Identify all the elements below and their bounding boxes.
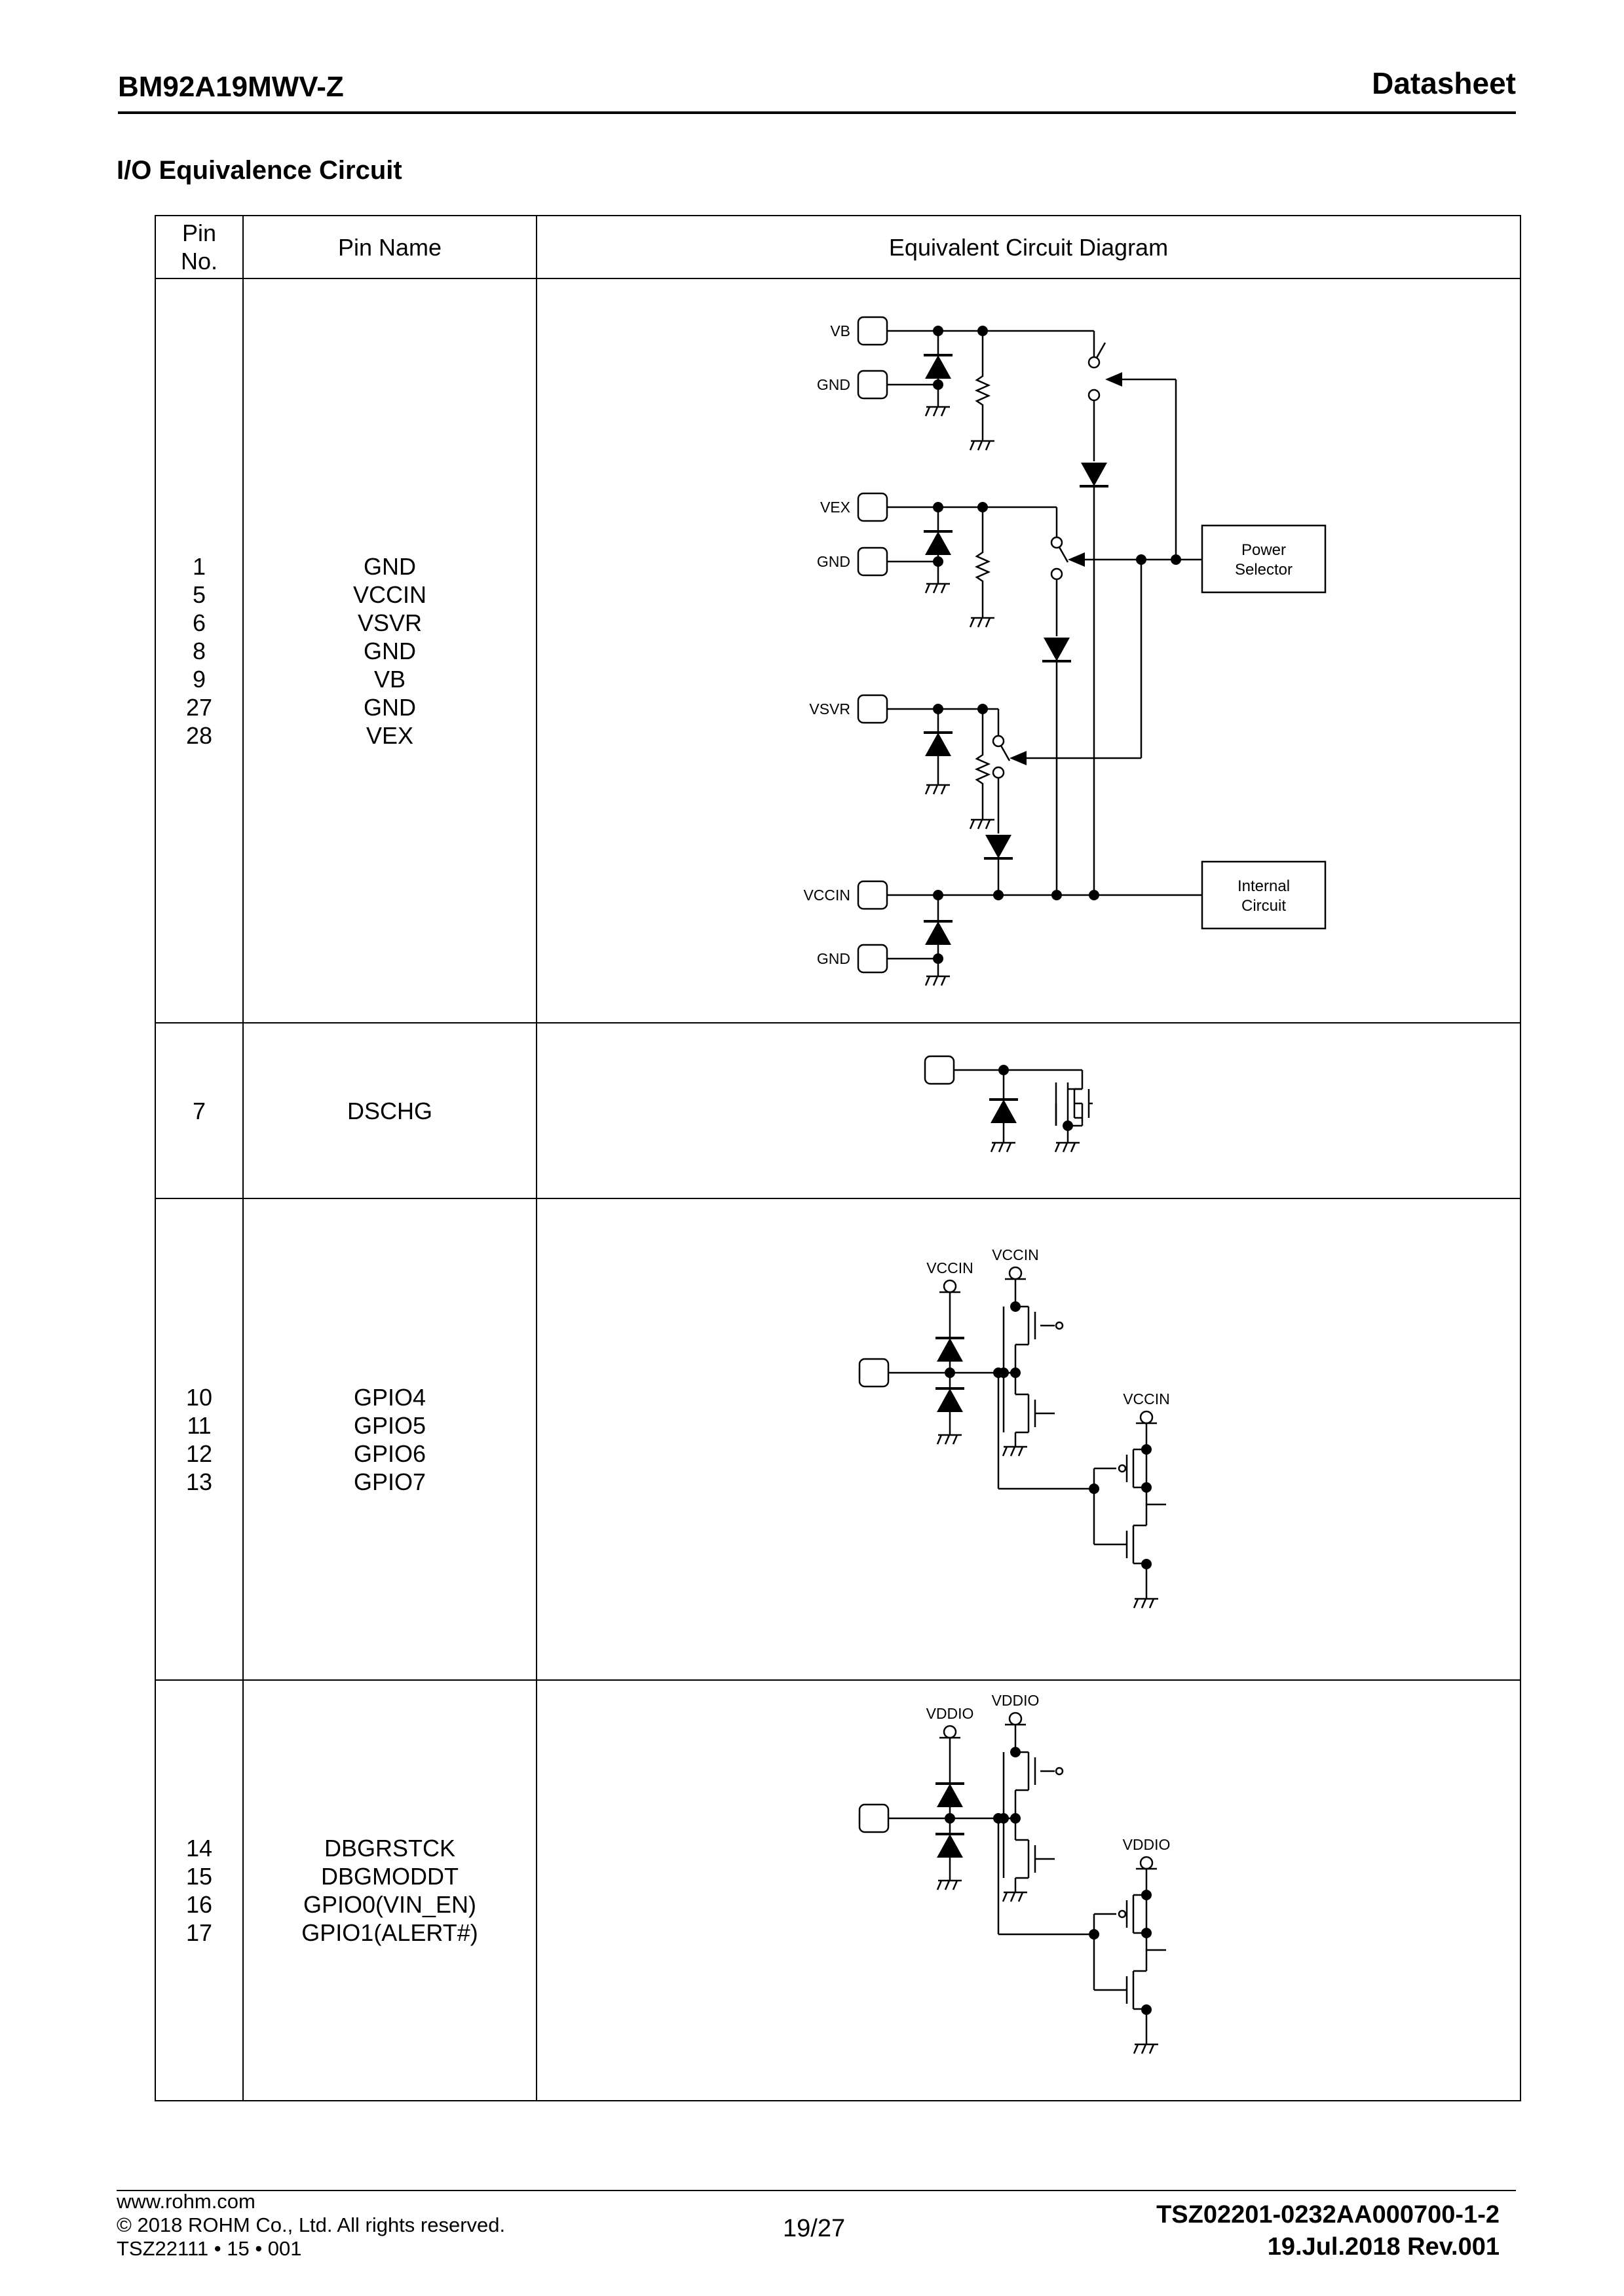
header-pin-name: Pin Name: [243, 216, 537, 278]
pin-number-cell: 10 11 12 13: [155, 1198, 243, 1680]
supply-label: VCCIN: [926, 1259, 973, 1276]
circuit-diagram-cell: [537, 1023, 1520, 1198]
section-title: I/O Equivalence Circuit: [117, 156, 402, 185]
supply-label: VDDIO: [991, 1692, 1040, 1709]
label-gnd: GND: [816, 376, 850, 393]
circuit-diagram-cell: [537, 1680, 1520, 2101]
label-gnd: GND: [816, 553, 850, 570]
pin-name-cell: DBGRSTCK DBGMODDT GPIO0(VIN_EN) GPIO1(ALERT#): [243, 1680, 537, 2101]
pin-name-cell: DSCHG: [243, 1023, 537, 1198]
footer-copyright: © 2018 ROHM Co., Ltd. All rights reserved.: [117, 2213, 506, 2236]
power-selector-label-line1: Power: [1241, 541, 1287, 559]
table-row: [155, 278, 1520, 1023]
document-part-number: BM92A19MWV-Z: [118, 71, 344, 103]
gpio-circuit-diagram: [537, 1199, 1520, 1679]
power-circuit-diagram: [537, 279, 1520, 1022]
table-row: [155, 1680, 1520, 2101]
internal-circuit-label-line2: Circuit: [1241, 897, 1287, 915]
footer-form-code: TSZ22111 • 15 • 001: [117, 2237, 302, 2260]
pin-number-cell: 1 5 6 8 9 27 28: [155, 278, 243, 1023]
supply-label: VDDIO: [926, 1705, 974, 1722]
label-vccin: VCCIN: [803, 887, 850, 904]
label-vex: VEX: [820, 499, 850, 516]
label-vsvr: VSVR: [809, 700, 850, 718]
footer-revision: 19.Jul.2018 Rev.001: [1267, 2233, 1500, 2261]
footer-right: [1156, 2199, 1500, 2263]
dschg-circuit-diagram: [537, 1024, 1520, 1198]
footer-left: [117, 2190, 505, 2261]
footer-doc-number: TSZ02201-0232AA000700-1-2: [1156, 2201, 1500, 2229]
pin-number-cell: 14 15 16 17: [155, 1680, 243, 2101]
pin-name-cell: GPIO4 GPIO5 GPIO6 GPIO7: [243, 1198, 537, 1680]
io-equivalence-table: [155, 215, 1521, 2101]
label-gnd: GND: [816, 950, 850, 967]
pin-name-cell: GND VCCIN VSVR GND VB GND VEX: [243, 278, 537, 1023]
debug-gpio-circuit-diagram: [537, 1681, 1520, 2100]
supply-label: VCCIN: [1123, 1390, 1170, 1407]
header-pin-no: Pin No.: [155, 216, 243, 278]
power-selector-label-line2: Selector: [1234, 561, 1293, 579]
label-vb: VB: [830, 322, 850, 339]
footer-website: www.rohm.com: [117, 2190, 255, 2213]
circuit-diagram-cell: [537, 278, 1520, 1023]
supply-label: VCCIN: [992, 1246, 1039, 1263]
supply-label: VDDIO: [1122, 1836, 1171, 1853]
document-type-label: Datasheet: [1372, 66, 1516, 100]
circuit-diagram-cell: [537, 1198, 1520, 1680]
table-row: [155, 1198, 1520, 1680]
header-circuit-diagram: Equivalent Circuit Diagram: [537, 216, 1520, 278]
table-header-row: [155, 216, 1520, 278]
table-row: [155, 1023, 1520, 1198]
pin-number-cell: 7: [155, 1023, 243, 1198]
header-rule: [118, 111, 1516, 114]
page-number: 19/27: [783, 2215, 846, 2242]
internal-circuit-label-line1: Internal: [1237, 877, 1291, 895]
